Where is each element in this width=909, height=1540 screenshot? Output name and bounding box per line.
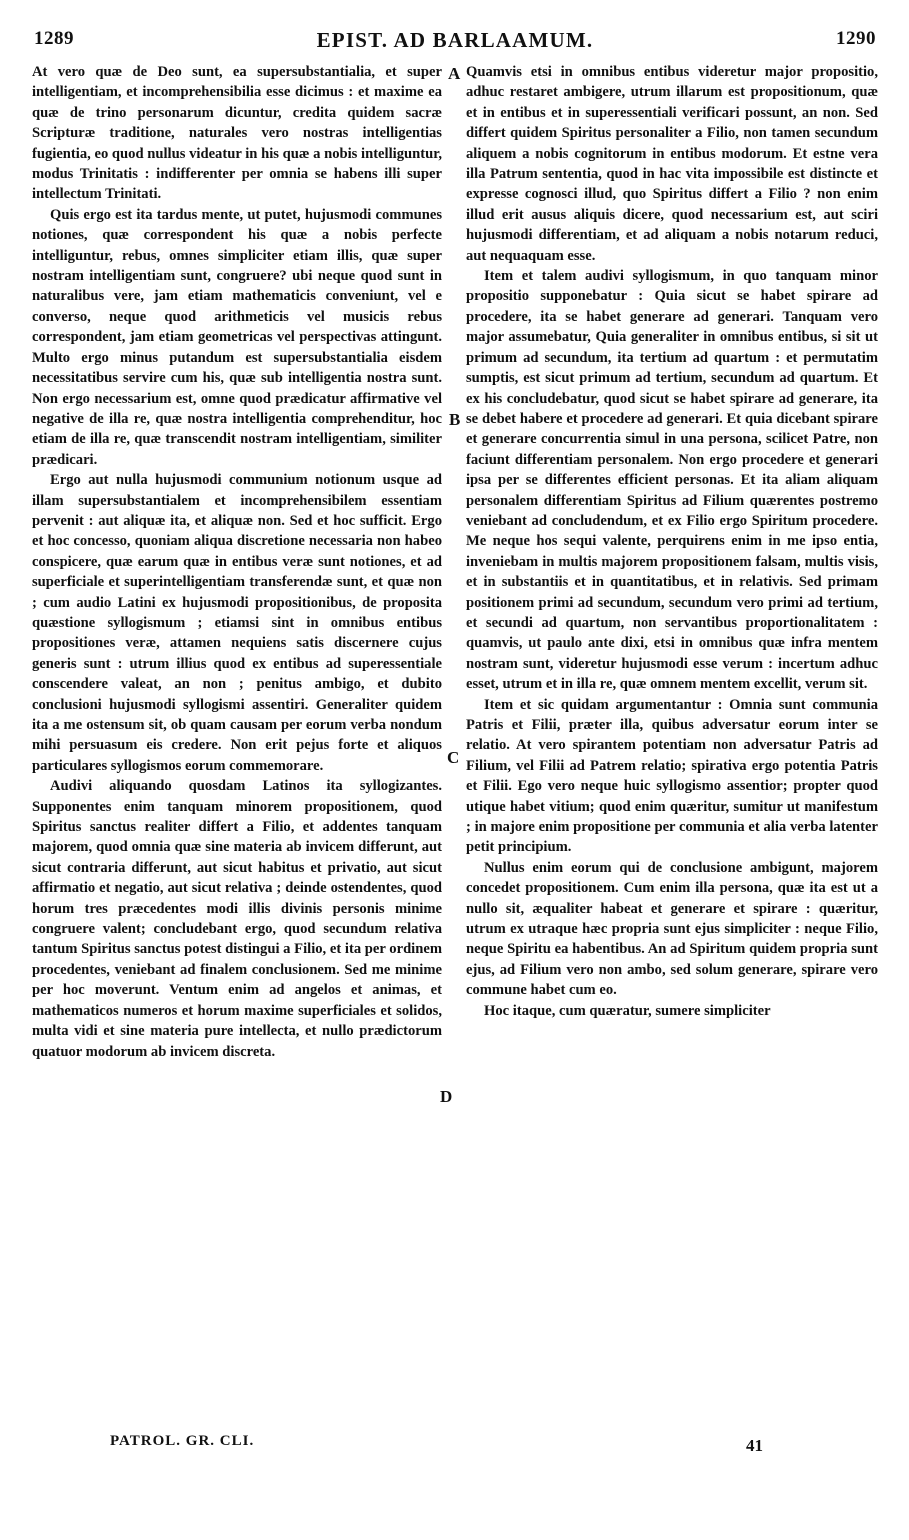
section-marker-d: D [440, 1087, 453, 1106]
section-marker-a: A [448, 64, 461, 83]
right-column [466, 62, 878, 1021]
paragraph: Ergo aut nulla hujusmodi communium notionum usque ad illam supersubstantialem et incomprehensibilem essentiam pervenit : aut aliquæ ita, et aliquæ non. Sed et hoc sufficit. Ergo et hoc concesso, quoniam aliqua discretione necessaria non habeo conspicere, quæ earum quæ in entibus veræ sunt notiones, et ad superficiale et superintelligentiam transferendæ sunt, et quæ non ; cum audio Latini ex hujusmodi propositionibus, de proposita quæstione syllogismum ; etiamsi sint in omnibus entibus propositiones veræ, attamen nequiens satis discernere cujus generis sunt : utrum illius quod ex entibus ad superessentiale conscendere valeat, an non ; penitus ambigo, et dubito conclusioni hujusmodi syllogismi assentiri. Generaliter quidem ita a me ostensum sit, ob quam causam per eorum verba nondum mihi persuasum eis credere. Non erit pejus forte et aliquos particulares syllogismos eorum commemorare. [32, 472, 442, 774]
paragraph: Nullus enim eorum qui de conclusione ambigunt, majorem concedet propositionem. Cum enim illa persona, quæ ita est ut a nullo sit, æqualiter habeat et generare et spirare : quæritur, utrum ex utraque hæc propria sunt ejus simpliciter : neque Filio, neque Spiritu ea habentibus. An ad Spiritum quidem propria sunt ejus, ad Filium vero non ambo, sed solum generare, spirare vero commune habet cum eo. [466, 859, 878, 999]
section-marker-b: B [449, 410, 461, 429]
paragraph: Hoc itaque, cum quæratur, sumere simpliciter [484, 1002, 771, 1019]
page-number-right: 1290 [836, 28, 876, 49]
footer-sheet-number: 41 [746, 1436, 763, 1455]
left-column [32, 62, 442, 1062]
paragraph: Audivi aliquando quosdam Latinos ita syllogizantes. Supponentes enim tanquam minorem propositionem, quod Spiritus sanctus realiter differt a Filio, et addentes tanquam majorem, quod omnia quæ sine materia ab invicem differunt, aut sicut contraria differunt, aut sicut habitus et privatio, aut sicut affirmatio et negatio, aut sicut relativa ; deinde ostendentes, quod horum tres præcedentes modi illis divinis personis minime congruere valent; concludebant ergo, quod secundum relativa tantum Spiritus sanctus potest distingui a Filio, et ita per ordinem procedentes, veniebant ad finalem conclusionem. Sed me minime per hoc moverunt. Ventum enim ad angelos et animas, et mathematicos numeros et horum maxime superficiales et solidos, multa vidi et sine materia pure intellecta, et nullo prædictorum quatuor modorum ab invicem discreta. [32, 778, 442, 1060]
paragraph: Quis ergo est ita tardus mente, ut putet, hujusmodi communes notiones, quæ correspondent his quæ a nobis perfecte intelliguntur, rebus, omnes simpliciter etiam illis, quæ super nostram intelligentiam sunt, congruere? ubi neque quod sunt in naturalibus vere, jam etiam mathematicis conveniunt, vel e converso, neque quod arithmeticis vel musicis rebus correspondent, jam etiam geometricas vel perspectivas attingunt. Multo ergo minus putandum est supersubstantialia eisdem necessitatibus servire cum his, quæ sub intelligentia nostra sunt. Non ergo necessarium est, omne quod prædicatur affirmative vel negative de illa re, quæ nostra intelligentia comprehenditur, hoc etiam de illa re, quæ transcendit nostram intelligentiam, similiter prædicari. [32, 206, 442, 468]
section-marker-c: C [447, 748, 460, 767]
footer-signature: PATROL. GR. CLI. [110, 1433, 255, 1449]
paragraph: At vero quæ de Deo sunt, ea supersubstantialia, et super intelligentiam, et incomprehensibilia esse dicimus : et maxime ea quæ de trino personarum dicuntur, credita quidem sacræ Scripturæ traditione, naturales vero nostras intelligentias fugientia, eo quod nullus videatur in his quæ a nobis intelliguntur, modus Trinitatis : indifferenter per omnia se habens illi super intellectum Trinitati. [32, 64, 442, 203]
paragraph: Item et talem audivi syllogismum, in quo tanquam minor propositio supponebatur : Quia sicut se habet spirare ad procedere, ita se habet generare ad generari. Tanquam vero major assumebatur, Quia generaliter in omnibus entibus, si sit ut primum ad secundum, ita tertium ad quartum : et permutatim sumptis, est sicut primum ad tertium, secundum ad quartum. Et ex his concludebatur, quod sicut se habet spirare ad generare, ita se debet habere et procedere ad generari. Et quia dicebant spirare et generare concurrentia simul in una persona, scilicet Patre, non faciunt differentiam personalem. Non ergo procedere et generari ipsa per se differentes efficient personas. Et ita aliam aliquam personalem differentiam Spiritus ad Filium quærentes postremo veniebant ad concludendum, et ex Filio ergo Spiritum procedere. Me neque hos sequi valente, perquirens enim in me ipso entia, inveniebam in multis majorem propositionem falsam, multis visis, et in substantiis et in quantitatibus, et in relativis. Sed primam positionem primi ad secundum, secundum vero primi ad tertium, et secundi ad quartum, non servantibus proportionalitatem : quamvis, ut paulo ante dixi, etsi in omnibus quæ infra mentem nostram sunt, videretur hujusmodi esse verum : incertum adhuc esset, utrum et in illa re, quæ omnem mentem excellit, verum sit. [466, 268, 878, 693]
running-header [34, 28, 876, 56]
page-number-left: 1289 [34, 28, 74, 49]
running-title: EPIST. AD BARLAAMUM. [316, 28, 594, 52]
paragraph: Item et sic quidam argumentantur : Omnia sunt communia Patris et Filii, præter illa, quibus adversatur eorum inter se relatio. At vero spirantem potentiam non adversatur Patris ad Filium, vel Filii ad Patrem relatio; spirativa ergo potentia Patris et Filii. Ego vero neque huic syllogismo assentior; propter quod utique habet vitium; quod enim quæritur, sumitur ut manifestum ; in majore enim propositione per communia et alia verba latenter petit principium. [466, 696, 878, 856]
paragraph: Quamvis etsi in omnibus entibus videretur major propositio, adhuc restaret ambigere, utrum illarum est propositionum, quæ et in entibus et in superessentiali verificari possunt, an non. Sed differt quidem Spiritus personaliter a Filio, non tamen secundum aliquem a nobis cognitorum in entibus modorum. Et estne vera illa Patrum sententia, quod in hac vita impossibile est distincte et expresse cognosci illud, quo Spiritus differt a Filio ? non enim illud erit ausus aliquis dicere, quod necessarium est, aut sciri hujusmodi differentiam, et ad aliquam a nobis notarum reduci, aut nequaquam esse. [466, 64, 878, 264]
